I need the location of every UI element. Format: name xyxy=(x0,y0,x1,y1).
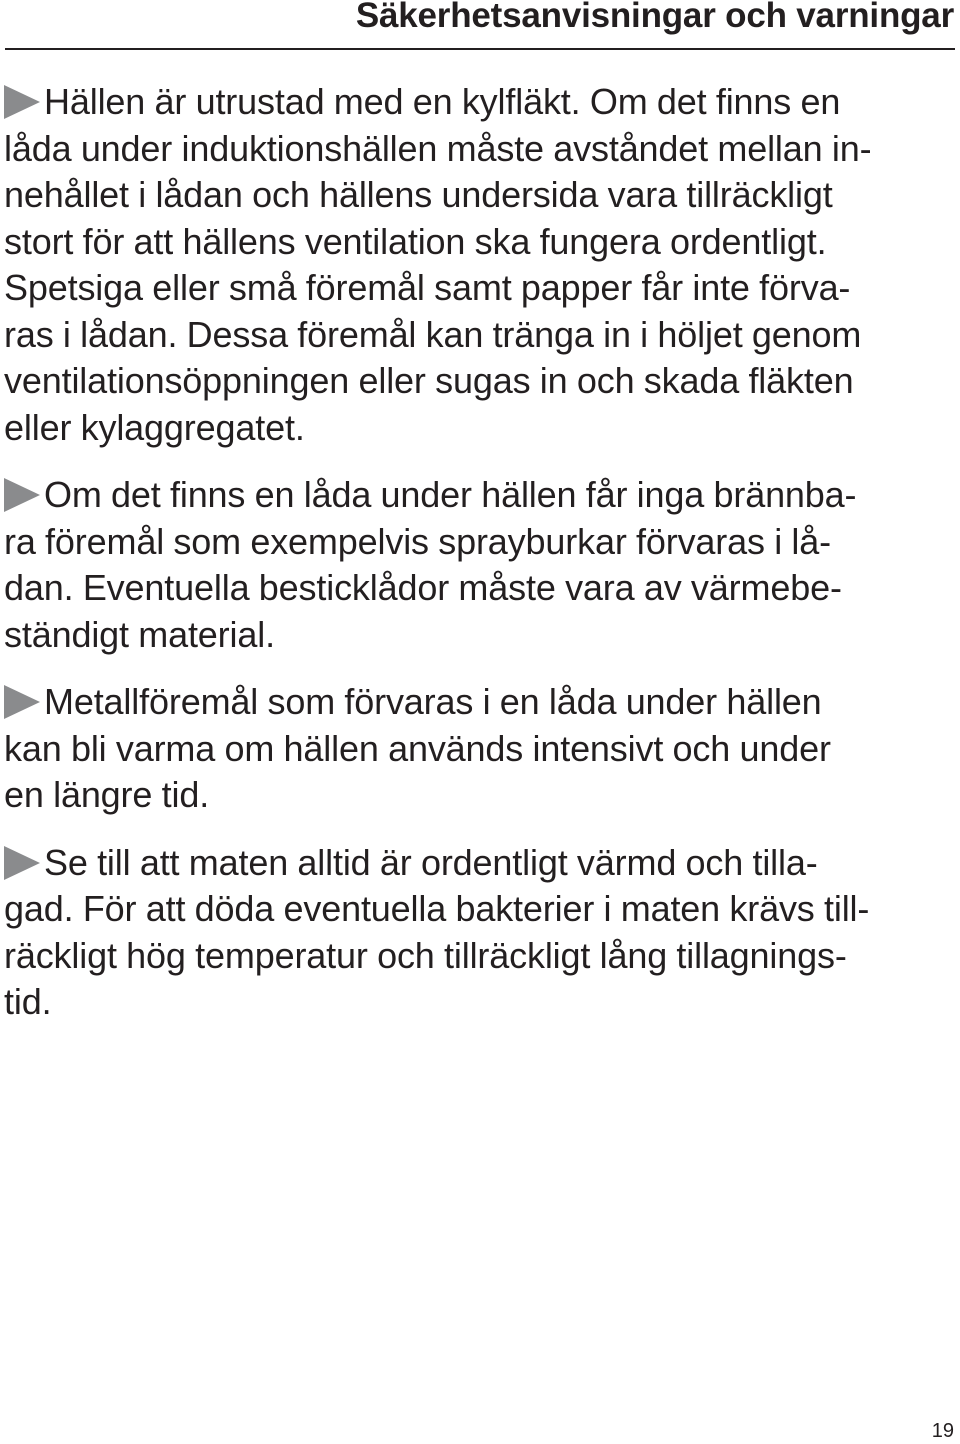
text-line: en längre tid. xyxy=(4,774,210,815)
text-line xyxy=(4,840,942,887)
text-line: ras i lådan. Dessa föremål kan tränga in i höljet genom xyxy=(4,313,862,355)
safety-instructions xyxy=(4,79,942,1047)
warning-paragraph xyxy=(4,472,942,658)
triangle-right-icon xyxy=(4,846,40,880)
header-divider xyxy=(5,48,955,50)
text-line: ständigt material. xyxy=(4,613,275,655)
text-line: dan. Eventuella besticklådor måste vara av värmebe- xyxy=(4,567,842,608)
triangle-right-icon xyxy=(4,85,40,119)
text-line xyxy=(4,79,942,126)
text-line xyxy=(4,472,942,519)
warning-paragraph xyxy=(4,679,942,819)
text-line: ra föremål som exempelvis sprayburkar förvaras i lå- xyxy=(4,520,831,562)
text-line: tid. xyxy=(4,981,52,1022)
text-line: gad. För att döda eventuella bakterier i maten krävs till- xyxy=(4,888,870,929)
text-line: låda under induktionshällen måste avståndet mellan in- xyxy=(4,127,872,169)
section-title: Säkerhetsanvisningar och varningar xyxy=(355,0,954,35)
text-line: kan bli varma om hällen används intensivt och under xyxy=(4,727,831,769)
text-line: nehållet i lådan och hällens undersida vara tillräckligt xyxy=(4,174,833,215)
text-line-content: Metallföremål som förvaras i en låda under hällen xyxy=(44,681,822,722)
text-line: räckligt hög temperatur och tillräckligt lång tillagnings- xyxy=(4,934,847,976)
text-line: Spetsiga eller små föremål samt papper får inte förva- xyxy=(4,267,851,308)
page-number: 19 xyxy=(931,1420,954,1442)
text-line-content: Se till att maten alltid är ordentligt värmd och tilla- xyxy=(44,841,818,883)
triangle-right-icon xyxy=(4,685,40,719)
text-line: stort för att hällens ventilation ska fungera ordentligt. xyxy=(4,220,827,262)
text-line-content: Om det finns en låda under hällen får inga brännba- xyxy=(44,474,857,515)
warning-paragraph xyxy=(4,79,942,451)
triangle-right-icon xyxy=(4,478,40,512)
text-line: eller kylaggregatet. xyxy=(4,406,305,448)
text-line-content: Hällen är utrustad med en kylfläkt. Om det finns en xyxy=(44,81,841,122)
text-line xyxy=(4,679,942,726)
page-header xyxy=(0,0,960,50)
text-line: ventilationsöppningen eller sugas in och skada fläkten xyxy=(4,360,854,401)
warning-paragraph xyxy=(4,840,942,1026)
